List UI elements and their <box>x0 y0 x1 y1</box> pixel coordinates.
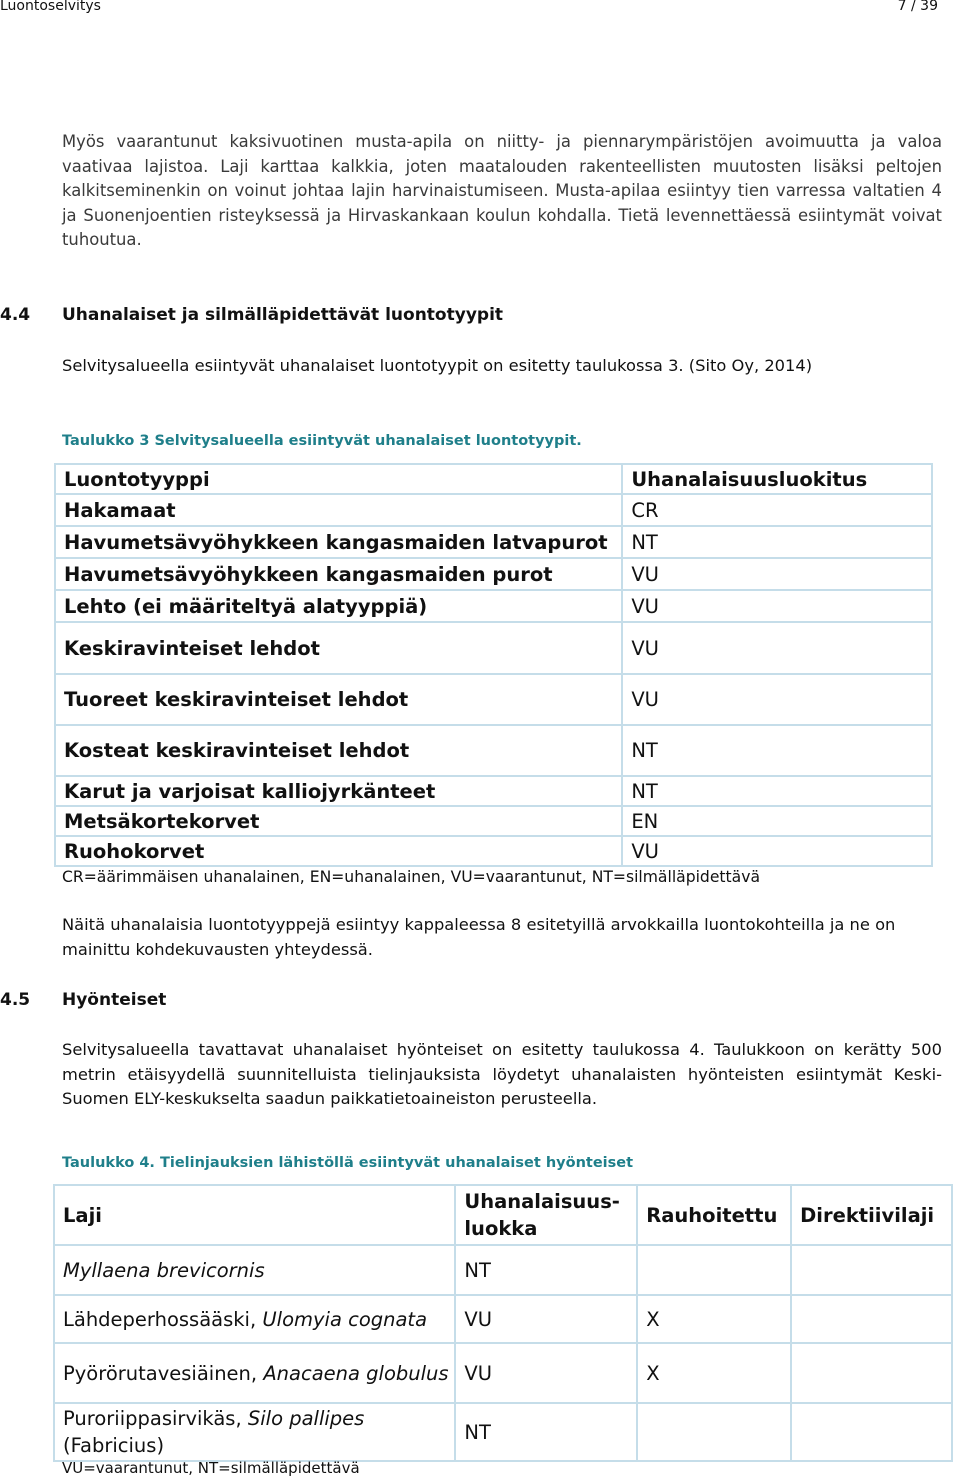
table-cell: NT <box>622 526 932 558</box>
table-cell: VU <box>622 558 932 590</box>
species-common-name: Pyörörutavesiäinen, <box>63 1361 264 1385</box>
section-4-4-title: Uhanalaiset ja silmälläpidettävät luontotyypit <box>62 305 504 325</box>
table-cell: X <box>637 1343 791 1403</box>
table-cell: EN <box>622 806 932 836</box>
intro-paragraph: Myös vaarantunut kaksivuotinen musta-apila on niitty- ja piennarympäristöjen avoimuutta ja valoa vaativaa lajistoa. Laji karttaa kalkkia, joten maatalouden rakenteellisten muutosten lisäksi peltojen kalkitseminenkin on voinut johtaa lajin harvinaistumiseen. Musta-apilaa esiintyy tien varressa valtatien 4 ja Suonenjoentien risteyksessä ja Hirvaskankaan koulun kohdalla. Tietä levennettäessä esiintymät voivat tuhoutua. <box>62 132 942 250</box>
table-cell: CR <box>622 494 932 526</box>
section-4-5-number: 4.5 <box>0 990 31 1010</box>
table-cell: Karut ja varjoisat kalliojyrkänteet <box>55 776 622 806</box>
table-cell: VU <box>622 590 932 622</box>
table-cell: Keskiravinteiset lehdot <box>55 622 622 674</box>
table-cell: NT <box>622 776 932 806</box>
table-row <box>54 1245 952 1295</box>
table-3-caption: Taulukko 3 Selvitysalueella esiintyvät uhanalaiset luontotyypit. <box>62 433 582 449</box>
table-header-cell: Rauhoitettu <box>637 1185 791 1245</box>
table-cell: Havumetsävyöhykkeen kangasmaiden purot <box>55 558 622 590</box>
table-cell: VU <box>455 1343 637 1403</box>
table-cell: X <box>637 1295 791 1343</box>
table-row <box>55 622 932 674</box>
table-cell <box>791 1295 952 1343</box>
table-cell: NT <box>455 1403 637 1461</box>
table-cell: Metsäkortekorvet <box>55 806 622 836</box>
table-header-cell: Uhanalaisuus-luokka <box>455 1185 637 1245</box>
table-4-legend: VU=vaarantunut, NT=silmälläpidettävä <box>62 1459 360 1477</box>
table-cell: VU <box>622 674 932 725</box>
table-3-legend: CR=äärimmäisen uhanalainen, EN=uhanalainen, VU=vaarantunut, NT=silmälläpidettävä <box>62 868 760 886</box>
table-row <box>54 1403 952 1461</box>
table-cell <box>54 1295 455 1343</box>
section-4-5-paragraph: Selvitysalueella tavattavat uhanalaiset hyönteiset on esitetty taulukossa 4. Taulukkoon on kerätty 500 metrin etäisyydellä suunnitelluista tielinjauksista löydetyt uhanalaisten hyönteisten esiintymät Keski-Suomen ELY-keskukselta saadun paikkatietoaineiston perusteella. <box>62 1040 942 1109</box>
table-cell: VU <box>622 836 932 866</box>
table-cell: Tuoreet keskiravinteiset lehdot <box>55 674 622 725</box>
table-cell: Lehto (ei määriteltyä alatyyppiä) <box>55 590 622 622</box>
table-row <box>55 836 932 866</box>
page-header <box>0 0 960 16</box>
table-row <box>55 806 932 836</box>
species-latin-name: Myllaena brevicornis <box>63 1258 265 1282</box>
table-cell: NT <box>622 725 932 776</box>
species-latin-name: Silo pallipes <box>247 1407 365 1430</box>
table-cell: VU <box>455 1295 637 1343</box>
section-4-4-number: 4.4 <box>0 305 31 325</box>
table-row <box>55 526 932 558</box>
table-cell <box>54 1245 455 1295</box>
table-cell <box>637 1403 791 1461</box>
page-number: 7 / 39 <box>897 0 938 14</box>
table-header-cell: Laji <box>54 1185 455 1245</box>
table-cell <box>791 1343 952 1403</box>
table-row <box>54 1185 952 1245</box>
table-cell <box>637 1245 791 1295</box>
table-row <box>54 1343 952 1403</box>
section-4-4-paragraph: Selvitysalueella esiintyvät uhanalaiset luontotyypit on esitetty taulukossa 3. (Sito Oy, 2014) <box>62 356 813 375</box>
table-row <box>55 725 932 776</box>
table-cell: VU <box>622 622 932 674</box>
table-cell <box>54 1343 455 1403</box>
table-header-cell: Direktiivilaji <box>791 1185 952 1245</box>
table-cell: Kosteat keskiravinteiset lehdot <box>55 725 622 776</box>
table-header-cell: Uhanalaisuusluokitus <box>622 464 932 494</box>
section-4-4-closing-paragraph: Näitä uhanalaisia luontotyyppejä esiintyy kappaleessa 8 esitetyillä arvokkailla luontokohteilla ja ne on mainittu kohdekuvausten yhteydessä. <box>62 915 896 959</box>
table-cell <box>791 1245 952 1295</box>
table-row <box>55 674 932 725</box>
species-common-name: Puroriippasirvikäs, <box>63 1407 248 1430</box>
table-cell: Hakamaat <box>55 494 622 526</box>
table-row <box>55 558 932 590</box>
table-row <box>55 494 932 526</box>
table-cell: Havumetsävyöhykkeen kangasmaiden latvapurot <box>55 526 622 558</box>
species-common-name: Lähdeperhossääski, <box>63 1307 263 1331</box>
document-title: Luontoselvitys <box>0 0 101 14</box>
table-4-caption: Taulukko 4. Tielinjauksien lähistöllä esiintyvät uhanalaiset hyönteiset <box>62 1155 634 1171</box>
table-cell: Ruohokorvet <box>55 836 622 866</box>
species-latin-name: Ulomyia cognata <box>262 1307 428 1331</box>
table-header-cell: Luontotyyppi <box>55 464 622 494</box>
table-row <box>54 1295 952 1343</box>
section-4-5-title: Hyönteiset <box>62 990 167 1010</box>
table-4 <box>53 1184 953 1462</box>
species-author: (Fabricius) <box>63 1434 165 1457</box>
table-row <box>55 776 932 806</box>
table-row <box>55 590 932 622</box>
table-cell: NT <box>455 1245 637 1295</box>
table-3 <box>54 463 933 867</box>
table-cell <box>54 1403 455 1461</box>
table-row <box>55 464 932 494</box>
species-latin-name: Anacaena globulus <box>263 1361 449 1385</box>
table-cell <box>791 1403 952 1461</box>
